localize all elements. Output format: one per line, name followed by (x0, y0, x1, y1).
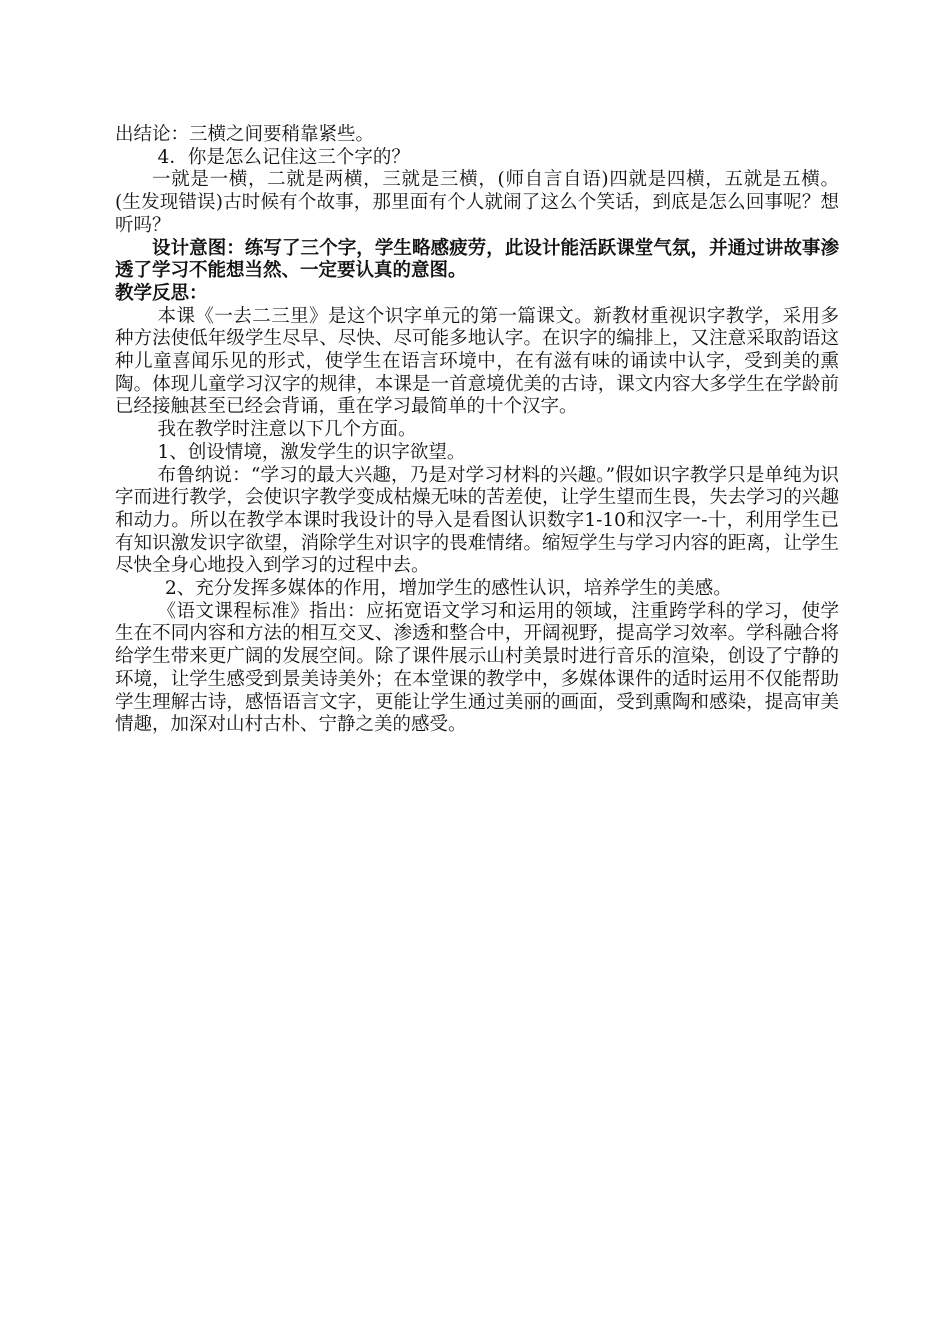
paragraph-design-intent: 设计意图：练写了三个字，学生略感疲劳，此设计能活跃课堂气氛，并通过讲故事渗透了学习不能想当然、一定要认真的意图。 (115, 237, 839, 282)
paragraph-question-4: 4．你是怎么记住这三个字的？ (157, 146, 410, 168)
paragraph-point-1: 1、创设情境，激发学生的识字欲望。 (157, 441, 466, 463)
paragraph-story-intro: 一就是一横，二就是两横，三就是三横，(师自言自语)四就是四横，五就是五横。(生发现错误)古时候有个故事，那里面有个人就闹了这么个笑话，到底是怎么回事呢？想听吗？ (115, 169, 839, 236)
paragraph-conclusion: 出结论：三横之间要稍靠紧些。 (115, 124, 375, 145)
paragraph-reflection-intro: 本课《一去二三里》是这个识字单元的第一篇课文。新教材重视识字教学，采用多种方法使低年级学生尽早、尽快、尽可能多地认字。在识字的编排上，又注意采取韵语这种儿童喜闻乐见的形式，使学生在语言环境中，在有滋有味的诵读中认字，受到美的熏陶。体现儿童学习汉字的规律，本课是一首意境优美的古诗，课文内容大多学生在学龄前已经接触甚至已经会背诵，重在学习最简单的十个汉字。 (115, 305, 839, 418)
paragraph-bruner-quote: 布鲁纳说：“学习的最大兴趣，乃是对学习材料的兴趣。”假如识字教学只是单纯为识字而进行教学，会使识字教学变成枯燥无味的苦差使，让学生望而生畏，失去学习的兴趣和动力。所以在教学本课时我设计的导入是看图认识数字1-10和汉字一-十，利用学生已有知识激发识字欲望，消除学生对识字的畏难情绪。缩短学生与学习内容的距离，让学生尽快全身心地投入到学习的过程中去。 (115, 464, 839, 577)
paragraph-point-2: 2、充分发挥多媒体的作用，增加学生的感性认识，培养学生的美感。 (164, 578, 732, 600)
paragraph-curriculum-standard: 《语文课程标准》指出：应拓宽语文学习和运用的领域，注重跨学科的学习，使学生在不同内容和方法的相互交叉、渗透和整合中，开阔视野，提高学习效率。学科融合将给学生带来更广阔的发展空间。除了课件展示山村美景时进行音乐的渲染，创设了宁静的环境，让学生感受到景美诗美外；在本堂课的教学中，多媒体课件的适时运用不仅能帮助学生理解古诗，感悟语言文字，更能让学生通过美丽的画面，受到熏陶和感染，提高审美情趣，加深对山村古朴、宁静之美的感受。 (115, 600, 839, 736)
paragraph-aspects-lead: 我在教学时注意以下几个方面。 (157, 419, 417, 441)
document-body (115, 124, 839, 737)
heading-teaching-reflection: 教学反思： (115, 282, 208, 304)
